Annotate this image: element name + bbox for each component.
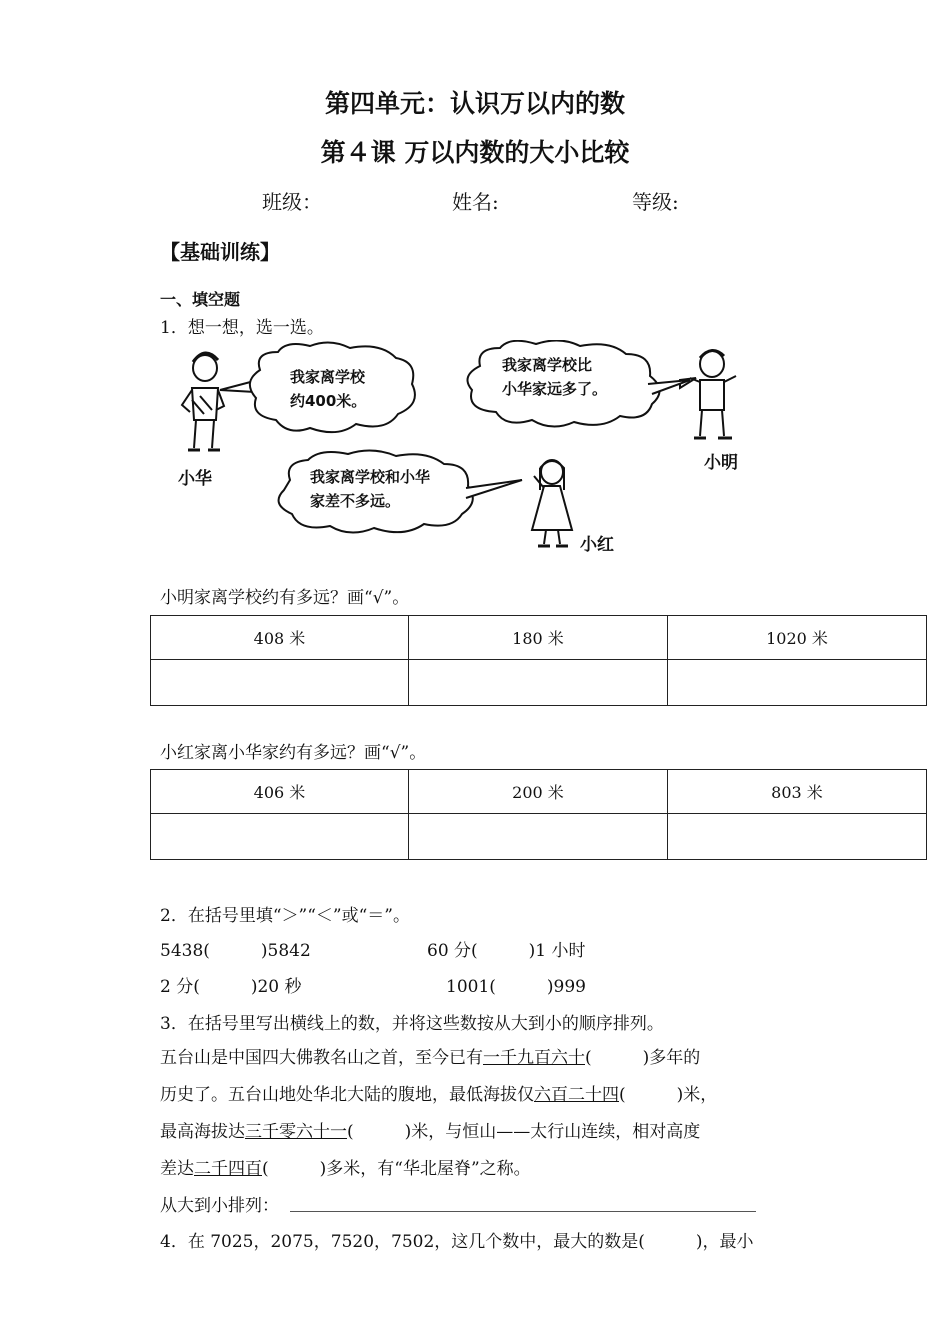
q3-order-answer-line[interactable] xyxy=(290,1211,756,1212)
q3-line2-underlined: 六百二十四 xyxy=(534,1085,619,1105)
xiaohua-figure xyxy=(182,353,224,450)
q3-line1 xyxy=(160,1043,700,1068)
table2-answer-cell[interactable] xyxy=(409,814,668,860)
unit-title: 第四单元：认识万以内的数 xyxy=(324,89,625,118)
q3-line4-blank[interactable]: ( )多米，有“华北屋脊”之称。 xyxy=(262,1159,531,1179)
q3-line1-underlined: 一千九百六十 xyxy=(483,1048,585,1068)
xiaohua-speech-1: 我家离学校 xyxy=(290,368,366,386)
xiaohua-bubble xyxy=(220,342,415,432)
table1-answer-cell[interactable] xyxy=(151,660,409,706)
xiaoming-figure xyxy=(690,350,736,438)
xiaoming-name: 小明 xyxy=(704,453,738,473)
xiaohong-speech-2: 家差不多远。 xyxy=(310,492,401,510)
q1-illustration xyxy=(160,340,760,560)
name-label: 姓名: xyxy=(452,190,499,214)
xiaohong-name: 小红 xyxy=(580,535,614,555)
table2-answer-cell[interactable] xyxy=(151,814,409,860)
q1-sub2: 小红家离小华家约有多远？画“√”。 xyxy=(160,743,427,763)
q1-table2 xyxy=(150,769,927,860)
xiaohua-speech-2: 约400米。 xyxy=(290,392,367,410)
q3-line2-blank[interactable]: ( )米， xyxy=(619,1085,718,1105)
q3-prompt: 3．在括号里写出横线上的数，并将这些数按从大到小的顺序排列。 xyxy=(160,1014,664,1034)
table1-header-cell: 1020 米 xyxy=(668,616,927,660)
q3-line4 xyxy=(160,1154,531,1179)
q3-line3-text: 最高海拔达 xyxy=(160,1122,245,1142)
table1-header-cell: 180 米 xyxy=(409,616,668,660)
q2-row2-right[interactable]: 1001( )999 xyxy=(446,977,586,997)
q3-order-label: 从大到小排列： xyxy=(160,1196,279,1216)
q2-row1-left[interactable]: 5438( )5842 xyxy=(160,941,311,961)
xiaoming-speech-1: 我家离学校比 xyxy=(502,356,593,374)
grade-label: 等级: xyxy=(632,190,679,214)
xiaoming-bubble xyxy=(468,340,697,426)
table2-header-cell: 406 米 xyxy=(151,770,409,814)
xiaohong-bubble xyxy=(279,450,522,532)
q3-line2 xyxy=(160,1080,717,1105)
xiaoming-speech-2: 小华家远多了。 xyxy=(502,380,608,398)
section-fill-blank: 一、填空题 xyxy=(160,290,241,309)
table2-header-cell: 200 米 xyxy=(409,770,668,814)
q4-prompt: 4．在 7025，2075，7520，7502，这几个数中，最大的数是( )，最小 xyxy=(160,1232,754,1252)
table1-answer-cell[interactable] xyxy=(409,660,668,706)
section-basic-training: 【基础训练】 xyxy=(160,240,280,264)
q3-line1-blank[interactable]: ( )多年的 xyxy=(585,1048,701,1068)
table2-answer-cell[interactable] xyxy=(668,814,927,860)
q3-line4-underlined: 二千四百 xyxy=(194,1159,262,1179)
q1-table1 xyxy=(150,615,927,706)
xiaohua-name: 小华 xyxy=(178,469,212,489)
class-label: 班级： xyxy=(262,190,322,214)
q1-sub1: 小明家离学校约有多远？画“√”。 xyxy=(160,588,410,608)
table2-header-cell: 803 米 xyxy=(668,770,927,814)
xiaohong-speech-1: 我家离学校和小华 xyxy=(310,468,431,486)
q3-line3-blank[interactable]: ( )米，与恒山——太行山连续，相对高度 xyxy=(347,1122,701,1142)
lesson-title: 第４课 万以内数的大小比较 xyxy=(320,138,630,167)
q3-line1-text: 五台山是中国四大佛教名山之首，至今已有 xyxy=(160,1048,483,1068)
q3-line3-underlined: 三千零六十一 xyxy=(245,1122,347,1142)
q3-line2-text: 历史了。五台山地处华北大陆的腹地，最低海拔仅 xyxy=(160,1085,534,1105)
q3-line3 xyxy=(160,1117,700,1142)
table1-header-cell: 408 米 xyxy=(151,616,409,660)
q3-line4-text: 差达 xyxy=(160,1159,194,1179)
q2-row1-right[interactable]: 60 分( )1 小时 xyxy=(427,941,586,961)
table1-answer-cell[interactable] xyxy=(668,660,927,706)
q1-prompt: 1．想一想，选一选。 xyxy=(160,318,324,338)
q2-prompt: 2．在括号里填“＞”“＜”或“＝”。 xyxy=(160,906,410,926)
q2-row2-left[interactable]: 2 分( )20 秒 xyxy=(160,977,302,997)
xiaohong-figure xyxy=(532,460,572,546)
